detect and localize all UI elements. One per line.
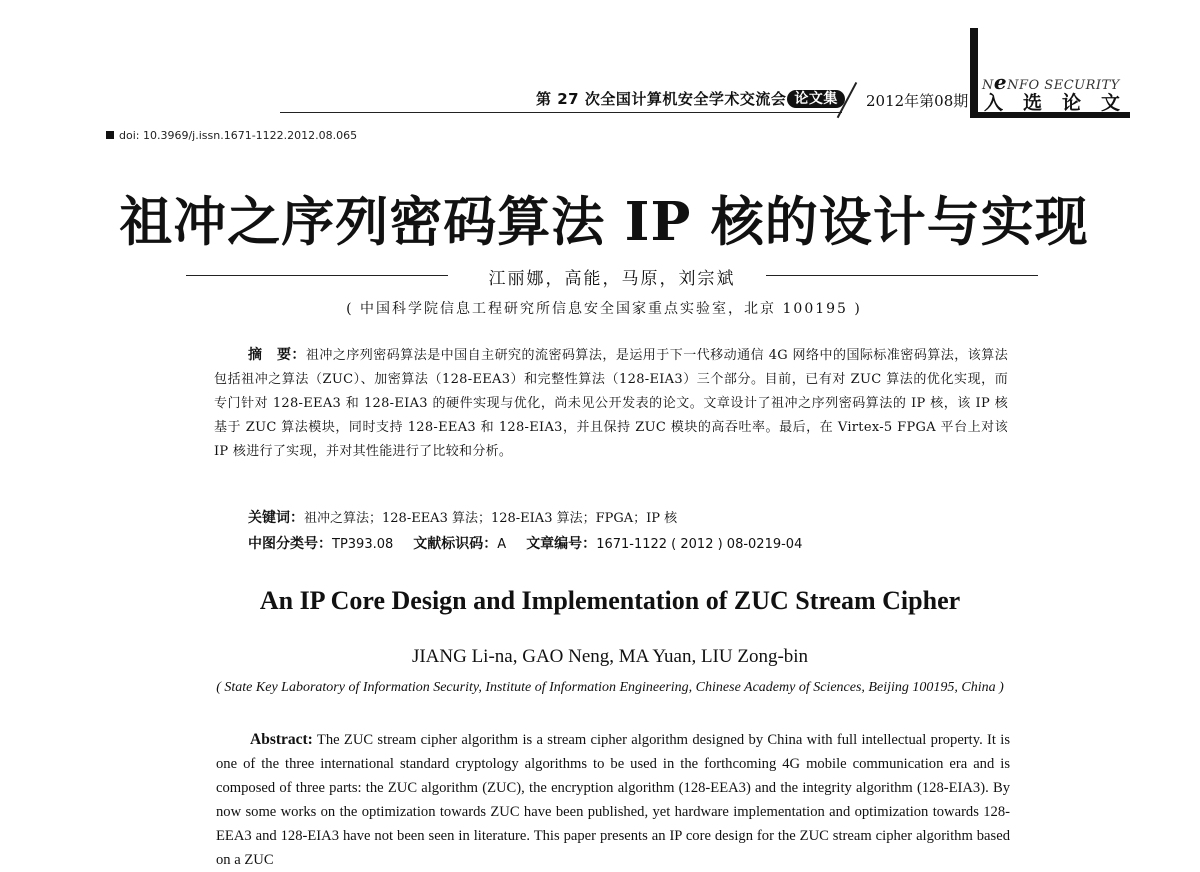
affiliation-chinese: ( 中国科学院信息工程研究所信息安全国家重点实验室，北京 100195 )	[346, 301, 862, 317]
affiliation-english: ( State Key Laboratory of Information Security, Institute of Information Engineering, Chinese Academy of Sciences, Beijing 100195, China )	[216, 680, 1004, 695]
authors-english: JIANG Li-na, GAO Neng, MA Yuan, LIU Zong-bin	[411, 646, 809, 667]
doc-code-label: 文献标识码：	[413, 536, 498, 552]
brand-rest: NFO SECURITY	[1007, 78, 1120, 93]
doi-bullet	[106, 131, 114, 139]
keywords-text: 祖冲之算法；128-EEA3 算法；128-EIA3 算法；FPGA；IP 核	[304, 511, 678, 526]
abstract-chinese-text: 祖冲之序列密码算法是中国自主研究的流密码算法，是运用于下一代移动通信 4G 网络中的国际标准密码算法，该算法包括祖冲之算法（ZUC）、加密算法（128-EEA3）和完整性算法（128-EIA3）三个部分。目前，已有对 ZUC 算法的优化实现，而专门针对 128-EEA3 和 128-EIA3 的硬件实现与优化，尚未见公开发表的论文。文章设计了祖冲之序列密码算法的 IP 核，该 IP 核基于 ZUC 算法模块，同时支持 128-EEA3 和 128-EIA3，并且保持 ZUC 模块的高吞吐率。最后，在 Virtex-5 FPGA 平台上对该 IP 核进行了实现，并对其性能进行了比较和分析。	[214, 348, 1008, 459]
conference-name	[536, 88, 845, 109]
abstract-english-label: Abstract:	[250, 731, 313, 748]
doi-line	[106, 129, 357, 142]
doi-text: doi: 10.3969/j.issn.1671-1122.2012.08.065	[119, 129, 358, 142]
classification-line	[248, 533, 802, 553]
brand-initial: e	[993, 70, 1008, 94]
title-chinese: 祖冲之序列密码算法 IP 核的设计与实现	[119, 191, 1089, 253]
article-number-value: 1671-1122 ( 2012 ) 08-0219-04	[596, 537, 803, 552]
authors-chinese: 江丽娜，高能，马原，刘宗斌	[488, 269, 736, 289]
issue-label: 2012年第08期	[866, 92, 969, 110]
title-english: An IP Core Design and Implementation of ZUC Stream Cipher	[259, 586, 961, 615]
header-rule	[280, 112, 842, 113]
authors-rule-right	[766, 275, 1038, 276]
abstract-english	[216, 728, 1010, 872]
doc-code-value: A	[497, 537, 507, 552]
abstract-english-text: The ZUC stream cipher algorithm is a stream cipher algorithm designed by China with full intellectual property. It is one of the three international standard cryptology algorithms to be used in the forthcoming 4G mobile communication era and is composed of three parts: the ZUC algorithm (ZUC), the encryption algorithm (128-EEA3) and the integrity algorithm (128-EIA3). By now some works on the optimization towards ZUC have been published, yet hardware implementation and optimization towards 128-EEA3 and 128-EIA3 have not been seen in literature. This paper presents an IP core design for the ZUC stream cipher algorithm based on a ZUC	[216, 732, 1010, 868]
keywords-chinese	[248, 507, 677, 527]
conference-text: 第 27 次全国计算机安全学术交流会	[536, 90, 787, 108]
header-frame-vertical	[970, 28, 978, 116]
proceedings-badge: 论文集	[787, 90, 845, 108]
article-number-label: 文章编号：	[526, 536, 597, 552]
clc-value: TP393.08	[332, 537, 394, 552]
abstract-chinese	[214, 343, 1008, 464]
keywords-label: 关键词：	[248, 510, 304, 526]
authors-chinese-row	[186, 264, 1038, 289]
abstract-chinese-label: 摘 要：	[248, 347, 306, 363]
clc-label: 中图分类号：	[248, 536, 332, 552]
brand-prefix: N	[982, 78, 994, 93]
section-label: 入选论文	[984, 92, 1141, 114]
